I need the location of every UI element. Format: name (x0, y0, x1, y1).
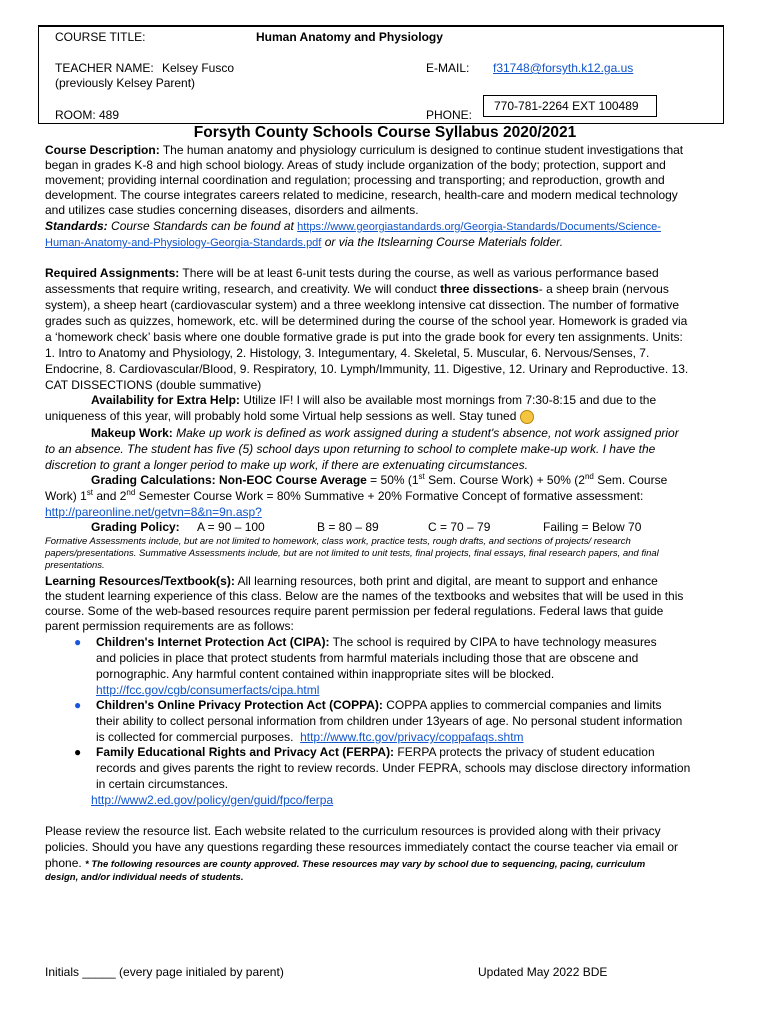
description-line (45, 143, 683, 158)
ferpa-label: Family Educational Rights and Privacy Act (FERPA): (96, 745, 395, 759)
coppa-text: is collected for commercial purposes. (96, 730, 294, 744)
grading-calc-line (45, 489, 643, 504)
makeup-line: discretion to grant a longer period to make up work, if there are extenuating circumstances. (45, 458, 528, 472)
formative-note: papers/presentations. Summative Assessments include, but are not limited to unit tests, final projects, final essays, final research papers, and final (45, 548, 659, 559)
grading-calc-text: Sem. Course Work) + 50% (2 (428, 473, 585, 487)
bullet-icon: ● (74, 635, 82, 649)
grade-b: B = 80 – 89 (317, 520, 379, 534)
bullet-icon: ● (74, 745, 82, 759)
assignments-line (45, 282, 669, 297)
grade-a: A = 90 – 100 (197, 520, 265, 534)
grading-calc-label: Grading Calculations: Non-EOC Course Average (91, 473, 367, 487)
standards-label: Standards: (45, 219, 108, 233)
standards-line (45, 219, 661, 235)
extra-help-label: Availability for Extra Help: (91, 393, 240, 407)
coppa-text: COPPA applies to commercial companies and limits (386, 698, 662, 712)
extra-help-text: Utilize IF! I will also be available most mornings from 7:30-8:15 and due to the (243, 393, 657, 407)
assignments-text: - a sheep brain (nervous (538, 282, 669, 296)
phone-number: 770-781-2264 EXT 100489 (494, 99, 639, 113)
assignments-label: Required Assignments: (45, 266, 180, 280)
ferpa-link[interactable]: http://www2.ed.gov/policy/gen/guid/fpco/ferpa (91, 793, 334, 807)
grade-failing: Failing = Below 70 (543, 520, 642, 534)
coppa-label: Children's Online Privacy Protection Act (COPPA): (96, 698, 383, 712)
ferpa-line: in certain circumstances. (96, 777, 229, 791)
standards-text: or via the Itslearning Course Materials folder. (324, 235, 564, 249)
resources-text: All learning resources, both print and digital, are meant to support and enhance (237, 574, 658, 588)
assignments-line: a ‘homework check’ basis where one double formative grade is put into the grade book for every ten assignments. Units: (45, 330, 683, 344)
review-note: design, and/or individual needs of students. (45, 872, 244, 883)
coppa-line (96, 730, 524, 745)
initials-footer: Initials _____ (every page initialed by parent) (45, 965, 284, 979)
ferpa-line: records and gives parents the right to review records. Under FEPRA, schools may disclose directory information (96, 761, 691, 775)
superscript: st (86, 488, 94, 497)
cipa-link[interactable]: http://fcc.gov/cgb/consumerfacts/cipa.html (96, 683, 320, 697)
coppa-link[interactable]: http://www.ftc.gov/privacy/coppafaqs.shtm (300, 730, 524, 744)
grading-calc-text: Work) 1 (45, 489, 87, 503)
assignments-emphasis: three dissections (440, 282, 539, 296)
cipa-label: Children's Internet Protection Act (CIPA): (96, 635, 330, 649)
coppa-line: their ability to collect personal information from children under 13years of age. No personal student information (96, 714, 683, 728)
assignments-line (45, 266, 659, 281)
grade-c: C = 70 – 79 (428, 520, 491, 534)
cipa-line: and policies in place that protect students from harmful materials including those that are obscene and (96, 651, 639, 665)
makeup-line (91, 426, 679, 441)
resources-line (45, 574, 658, 589)
makeup-line: to an absence. The student has five (5) school days upon returning to school to complete make-up work. I have the (45, 442, 656, 456)
resources-line: parent permission requirements are as follows: (45, 619, 294, 633)
bullet-icon: ● (74, 698, 82, 712)
superscript: nd (584, 472, 594, 481)
resources-line: course. Some of the web-based resources require parent permission per federal regulations. Federal laws that guide (45, 604, 664, 618)
ferpa-line (96, 745, 655, 760)
extra-help-text: uniqueness of this year, will probably hold some Virtual help sessions as well. Stay tuned (45, 409, 517, 423)
page-title: Forsyth County Schools Course Syllabus 2020/2021 (193, 124, 577, 141)
email-link[interactable]: f31748@forsyth.k12.ga.us (493, 61, 634, 75)
coppa-line (96, 698, 661, 713)
formative-note: Formative Assessments include, but are not limited to homework, class work, practice tests, rough drafts, and sections of projects/ research (45, 536, 631, 547)
assignments-text: assessments that require writing, research, and creativity. We will conduct (45, 282, 437, 296)
grading-calc-text: Semester Course Work = 80% Summative + 20% Formative Concept of formative assessment: (138, 489, 644, 503)
cipa-line (96, 635, 657, 650)
assignments-line: Endocrine, 8. Cardiovascular/Blood, 9. Respiratory, 10. Lymph/Immunity, 11. Digestive, 12. Urinary and Reproductive. 13. (45, 362, 689, 376)
teacher-label: TEACHER NAME: (55, 61, 154, 75)
updated-footer: Updated May 2022 BDE (478, 965, 608, 979)
description-line: development. The course integrates careers related to medicine, research, health-care and modern medical technology (45, 188, 678, 202)
grading-calc-text: = 50% (1 (370, 473, 419, 487)
standards-line (45, 235, 563, 251)
description-line: began in grades K-8 and high school biology. Areas of study include organization of the body; protection, support and (45, 158, 666, 172)
cipa-line: pornographic. Any harmful content contained within inappropriate sites will be blocked. (96, 667, 555, 681)
email-label: E-MAIL: (426, 61, 470, 75)
review-note: * The following resources are county approved. These resources may vary by school due to sequencing, pacing, curriculum (85, 859, 646, 870)
phone-label: PHONE: (426, 108, 473, 122)
resources-line: the student learning experience of this class. Below are the names of the textbooks and websites that will be used in this (45, 589, 684, 603)
formative-assessment-link[interactable]: http://pareonline.net/getvn=8&n=9n.asp? (45, 505, 262, 519)
assignments-line: system), a sheep heart (cardiovascular system) and a three weeklong intensive cat dissection. The number of formative (45, 298, 680, 312)
description-line: and utilizes case studies concerning diseases, disorders and ailments. (45, 203, 419, 217)
superscript: nd (126, 488, 136, 497)
resources-label: Learning Resources/Textbook(s): (45, 574, 235, 588)
teacher-previous-name: (previously Kelsey Parent) (55, 76, 196, 90)
assignments-text: There will be at least 6-unit tests during the course, as well as various performance based (182, 266, 659, 280)
review-text: phone. (45, 856, 82, 870)
description-text: The human anatomy and physiology curriculum is designed to continue student investigations that (162, 143, 684, 157)
description-label: Course Description: (45, 143, 160, 157)
grading-policy-label: Grading Policy: (91, 520, 180, 534)
review-line: policies. Should you have any questions regarding these resources immediately contact the course teacher via email or (45, 840, 679, 854)
assignments-line: CAT DISSECTIONS (double summative) (45, 378, 262, 392)
formative-note: presentations. (45, 560, 105, 571)
assignments-line: 1. Intro to Anatomy and Physiology, 2. Histology, 3. Integumentary, 4. Skeletal, 5. Muscular, 6. Nervous/Senses, 7. (45, 346, 650, 360)
grading-calc-line (91, 473, 667, 488)
makeup-text: Make up work is defined as work assigned during a student's absence, not work assigned prior (176, 426, 679, 440)
standards-text: Course Standards can be found at (111, 219, 294, 233)
smiley-icon (520, 410, 534, 424)
divider (39, 26, 723, 27)
room-number: ROOM: 489 (55, 108, 120, 122)
grading-calc-text: Sem. Course (597, 473, 668, 487)
course-title-label: COURSE TITLE: (55, 30, 146, 44)
cipa-text: The school is required by CIPA to have technology measures (332, 635, 657, 649)
teacher-name: Kelsey Fusco (162, 61, 235, 75)
review-line: Please review the resource list. Each website related to the curriculum resources is provided along with their privacy (45, 824, 661, 838)
superscript: st (418, 472, 425, 481)
makeup-label: Makeup Work: (91, 426, 173, 440)
extra-help-line (45, 409, 534, 424)
assignments-line: grades such as quizzes, homework, etc. will be determined during the course of the school year. Homework is graded via (45, 314, 688, 328)
standards-link[interactable]: Human-Anatomy-and-Physiology-Georgia-Standards.pdf (45, 237, 322, 249)
course-title: Human Anatomy and Physiology (256, 30, 443, 44)
grading-calc-text: and 2 (96, 489, 127, 503)
standards-link[interactable]: https://www.georgiastandards.org/Georgia-Standards/Documents/Science- (297, 221, 661, 233)
extra-help-line (91, 393, 656, 408)
description-line: movement; providing internal coordination and regulation; processing and transporting; and reproduction, growth and (45, 173, 665, 187)
ferpa-text: FERPA protects the privacy of student education (397, 745, 655, 759)
